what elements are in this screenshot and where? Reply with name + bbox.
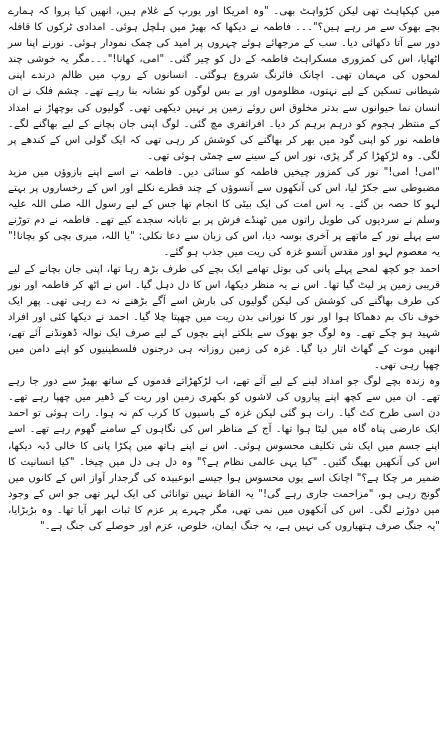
article-paragraph-2: "امی! امی!" نور کی کمزور چیخیں فاطمہ کو سنائی دیں۔ فاطمہ نے اسے اپنے بازوؤں میں مزید مضبوطی سے جکڑ لیا، اس کی آنکھوں سے آنسوؤں کے چند قطرے نکلے اور اس کے رخساروں پر بہتے لہو کا حصہ بن گئے۔ یہ اس امت کی ایک بیٹی کا انجام تھا جس کے لیے رسول اللہ صلی اللہ علیہ وسلم نے سردیوں کی طویل راتوں میں ٹھنڈے فرش پر بے تابانہ سجدے کیے تھے۔ فاطمہ نے دم توڑنے سے پہلے نور کے ماتھے پر آخری بوسہ دیا، اس کی زبان سے دعا نکلی: "یا اللہ، میری بچی کو بچانا!" یہ معصوم لہو اور مقدس آنسو غزہ کی ریت میں جذب ہو گئے۔ <box>8 166 440 259</box>
article-paragraph-1: میں کپکپاہٹ تھی لیکن کڑواہٹ بھی۔ "وہ امریکا اور یورپ کے غلام ہیں، انھیں کیا پروا کہ ہمارے بچے بھوک سے مر رہے ہیں؟"۔۔۔ فاطمہ نے دیکھا کہ بھیڑ میں ہلچل ہوئی۔ امدادی ٹرکوں کا قافلہ دور سے آتا دکھائی دیا۔ سب کے مرجھائے ہوئے چہروں پر امید کی چمک نمودار ہوئی۔ نورنے اپنا سر اٹھایا، اس کی کمزوری مسکراہٹ فاطمہ کے دل کو چیر گئی۔ "امی، کھانا!"۔۔۔مگر یہ خوشی چند لمحوں کی مہمان تھی۔ اچانک فائرنگ شروع ہوگئی۔ انسانوں کے روپ میں ظالم درندے اپنی شیطانی تسکین کے لیے نہتوں، مظلوموں اور بے بس لوگوں کو نشانہ بنا رہے تھے۔ چشم فلک نے ان انسان نما حیوانوں سے بدتر مخلوق اس روئے زمین پر نہیں دیکھی تھی۔ گولیوں کی بوچھاڑ نے امداد کے منتظر ہجوم کو درہم برہم کر دیا۔ افراتفری مچ گئی۔ لوگ اپنی جان بچانے کے لیے بھاگنے لگے۔ فاطمہ نور کو اپنی گود میں بھر کر بھاگنے کی کوشش کر رہی تھی کہ ایک گولی اس کے کندھے پر لگی۔ وہ لڑکھڑا کر گر پڑی، نور اس کے سینے سے چمٹی ہوئی تھی۔ <box>8 6 440 162</box>
article-paragraph-4: وہ زندہ بچے لوگ جو امداد لینے کے لیے آئے تھے، اب لڑکھڑاتے قدموں کے ساتھ بھیڑ سے دور جا رہے تھے۔ ان میں سے کچھ اپنے پیاروں کی لاشوں کو بکھری زمین اور ریت کے ڈھیر میں چھپا رہے تھے۔ دن اسی طرح کٹ گیا۔ رات ہو گئی لیکن غزہ کے باسیوں کا کرب کم نہ ہوا۔ رات ہوئی تو احمد ایک عارضی پناہ گاہ میں لیٹا ہوا تھا۔ آج کے مناظر اس کی نگاہوں کے سامنے گھوم رہے تھے۔ اسے اپنے جسم میں ایک نئی تکلیف محسوس ہوئی۔ اس نے اپنے ہاتھ میں پکڑا پانی کا خالی ڈبہ دیکھا، اس کی آنکھیں بھیگ گئیں۔ "کیا یہی عالمی نظام ہے؟" وہ دل ہی دل میں چیخا۔ "کیا انسانیت کا ضمیر مر چکا ہے؟" اچانک اسے یوں محسوس ہوا جیسے ابوعبیدہ کی گرجدار آواز اس کے کانوں میں گونج رہی ہو، "مزاحمت جاری رہے گی!" یہ الفاظ نہیں توانائی کی ایک لہر تھی جو اس کے وجود میں دوڑنے لگی۔ اس کی آنکھوں میں نمی تھی، مگر چہرے پر عزم کا ثبات ابھر آیا تھا۔ وہ بڑبڑایا، "یہ جنگ صرف ہتھیاروں کی نہیں ہے، یہ جنگ ایمان، خلوص، عزم اور حوصلے کی جنگ ہے۔" <box>8 376 440 532</box>
article-paragraph-3: احمد جو کچھ لمحے پہلے پانی کی بوتل تھامے ایک بچے کی طرف بڑھ رہا تھا، اپنی جان بچانے کے لیے قریبی زمین پر لیٹ گیا تھا۔ اس نے یہ منظر دیکھا، اس کا دل دہل گیا۔ اس نے اٹھ کر فاطمہ اور نور کی طرف بھاگنے کی کوشش کی لیکن گولیوں کی بارش اسے آگے بڑھنے نہ دے رہی تھی۔ پھر ایک خوف ناک بم دھماکا ہوا اور نور کا نورانی بدن ریت میں چھپتا چلا گیا۔ احمد نے دیکھا کئی اور افراد شہید ہو چکے تھے۔ وہ لوگ جو بھوک سے بلکتے اپنے بچوں کے لیے صرف ایک نوالہ ڈھونڈنے آئے تھے، انھیں موت کے گھاٹ اتار دیا گیا۔ غزہ کی زمین روزانہ ہی درجنوں فلسطینیوں کو اپنے دامن میں چھپا رہی تھی۔ <box>8 263 440 372</box>
